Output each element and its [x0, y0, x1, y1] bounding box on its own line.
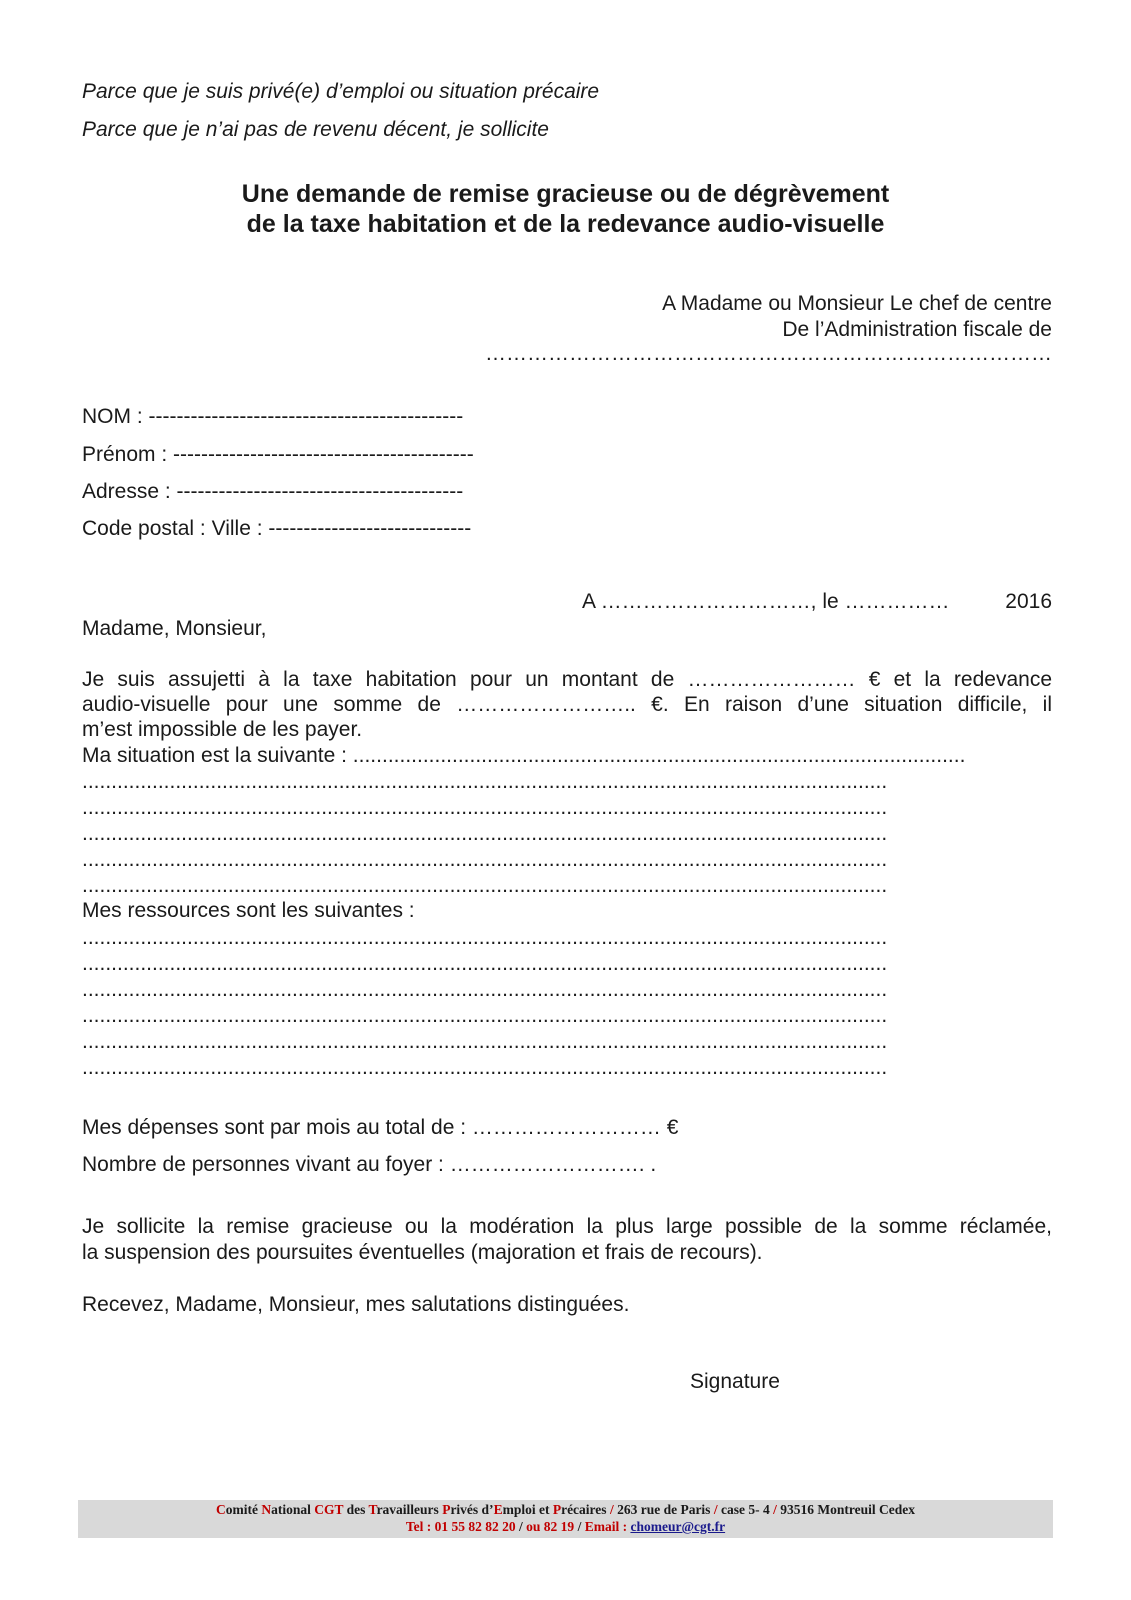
field-adresse: Adresse : ----------------------------------------- [82, 480, 464, 503]
closing-line: Recevez, Madame, Monsieur, mes salutations distinguées. [82, 1293, 630, 1316]
situation-dot-line: .......................................................................................................................................... [82, 770, 888, 793]
paragraph-amount-line-1: Je suis assujetti à la taxe habitation pour un montant de …………………… € et la redevance [82, 668, 1052, 691]
footer-initial: C [216, 1502, 226, 1517]
footer-initial: N [261, 1502, 272, 1517]
resources-dot-line: .......................................................................................................................................... [82, 1004, 888, 1027]
expenses-line: Mes dépenses sont par mois au total de : ……………………… € [82, 1116, 679, 1139]
footer-contact-line [78, 1519, 1053, 1535]
resources-dot-line: .......................................................................................................................................... [82, 1030, 888, 1053]
footer-word: rivés d’ [450, 1502, 494, 1517]
footer-separator: / [710, 1502, 721, 1517]
recipient-line-2: De l’Administration fiscale de [782, 318, 1052, 341]
footer-cgt: CGT [314, 1502, 344, 1517]
situation-dot-line: .......................................................................................................................................... [82, 796, 888, 819]
resources-label: Mes ressources sont les suivantes : [82, 899, 415, 922]
footer-word: omité [225, 1502, 262, 1517]
resources-dot-line: .......................................................................................................................................... [82, 952, 888, 975]
footer-word: récaires [561, 1502, 607, 1517]
footer-word: des [343, 1502, 369, 1517]
household-line: Nombre de personnes vivant au foyer : ………………………. . [82, 1153, 657, 1176]
footer-separator: / [769, 1502, 781, 1517]
intro-line-1: Parce que je suis privé(e) d’emploi ou situation précaire [82, 80, 600, 103]
footer-word: mploi et [502, 1502, 553, 1517]
footer-email-label: Email : [584, 1519, 631, 1534]
resources-dot-line: .......................................................................................................................................... [82, 926, 888, 949]
field-prenom: Prénom : ------------------------------------------- [82, 443, 474, 466]
document-title-line-1: Une demande de remise gracieuse ou de dégrèvement [241, 180, 890, 208]
date-year: 2016 [1005, 590, 1052, 613]
footer-phone: Tel : 01 55 82 82 20 [405, 1519, 516, 1534]
footer-organization-line [78, 1502, 1053, 1518]
request-line-2: la suspension des poursuites éventuelles (majoration et frais de recours). [82, 1241, 763, 1264]
request-line-1: Je sollicite la remise gracieuse ou la modération la plus large possible de la somme réclamée, [82, 1215, 1052, 1238]
paragraph-amount-line-3: m’est impossible de les payer. [82, 718, 363, 741]
footer-separator: / [515, 1519, 527, 1534]
footer-initial: P [552, 1502, 562, 1517]
footer-separator: / [574, 1519, 585, 1534]
resources-dot-line: .......................................................................................................................................... [82, 1056, 888, 1079]
footer-address: 93516 Montreuil Cedex [780, 1502, 915, 1517]
document-title-line-2: de la taxe habitation et de la redevance audio-visuelle [246, 210, 885, 238]
footer-email-link[interactable]: chomeur@cgt.fr [630, 1519, 726, 1534]
recipient-line-1: A Madame ou Monsieur Le chef de centre [662, 292, 1052, 315]
situation-dot-line: .......................................................................................................................................... [82, 822, 888, 845]
resources-dot-line: .......................................................................................................................................... [82, 978, 888, 1001]
footer-initial: E [493, 1502, 503, 1517]
situation-dot-line: .......................................................................................................................................... [82, 874, 888, 897]
field-code-postal-ville: Code postal : Ville : ----------------------------- [82, 517, 472, 540]
footer-phone-ext: ou 82 19 [526, 1519, 575, 1534]
situation-dot-line: .......................................................................................................................................... [82, 848, 888, 871]
signature-label: Signature [690, 1370, 780, 1393]
intro-line-2: Parce que je n’ai pas de revenu décent, je sollicite [82, 118, 549, 141]
footer-word: ational [271, 1502, 315, 1517]
footer-initial: T [368, 1502, 377, 1517]
place-date: A …………………………, le …………… [582, 590, 950, 613]
footer-word: ravailleurs [376, 1502, 443, 1517]
situation-label: Ma situation est la suivante : ......................................................................................................... [82, 744, 966, 767]
footer-initial: P [442, 1502, 451, 1517]
footer-address: case 5- 4 [720, 1502, 770, 1517]
field-nom: NOM : --------------------------------------------- [82, 405, 464, 428]
footer-separator: / [606, 1502, 618, 1517]
paragraph-amount-line-2: audio-visuelle pour une somme de …………………….. €. En raison d’une situation difficile, il [82, 693, 1052, 716]
footer-address: 263 rue de Paris [617, 1502, 711, 1517]
salutation: Madame, Monsieur, [82, 617, 267, 640]
recipient-line-3: ……………………………………………………………………… [485, 342, 1052, 365]
